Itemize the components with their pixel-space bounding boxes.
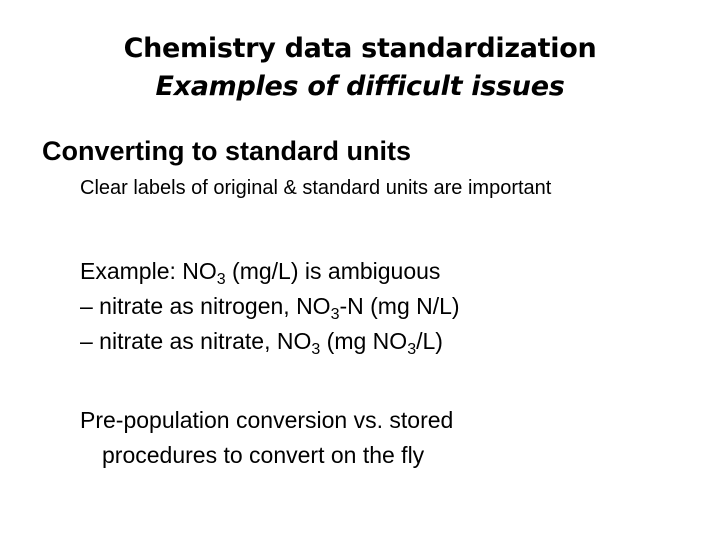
title-main: Chemistry data standardization [123,33,597,64]
example-line2-text-b: -N (mg N/L) [339,293,460,319]
prepopulation-line-1: Pre-population conversion vs. stored [80,407,454,433]
section-heading: Converting to standard units [42,136,412,166]
example-line2-subscript: 3 [330,306,340,323]
example-line2-text-a: – nitrate as nitrogen, NO [80,293,331,319]
example-line1-text-a: Example: NO [80,258,217,284]
example-line-nitrogen [80,289,460,324]
example-line-nitrate [80,324,460,359]
example-line3-subscript-2: 3 [407,341,417,358]
prepopulation-line-2: procedures to convert on the fly [102,442,425,468]
example-block [80,254,460,359]
slide-title [0,30,720,106]
example-line1-text-b: (mg/L) is ambiguous [225,258,441,284]
example-line3-subscript-1: 3 [311,341,321,358]
example-line1-subscript: 3 [216,271,226,288]
prepopulation-block [80,403,453,473]
section-note: Clear labels of original & standard units are important [80,177,552,199]
example-line3-text-a: – nitrate as nitrate, NO [80,328,312,354]
example-line3-text-c: /L) [416,328,443,354]
example-line-ambiguous [80,254,460,289]
title-subtitle: Examples of difficult issues [155,71,565,102]
example-line3-text-b: (mg NO [320,328,408,354]
